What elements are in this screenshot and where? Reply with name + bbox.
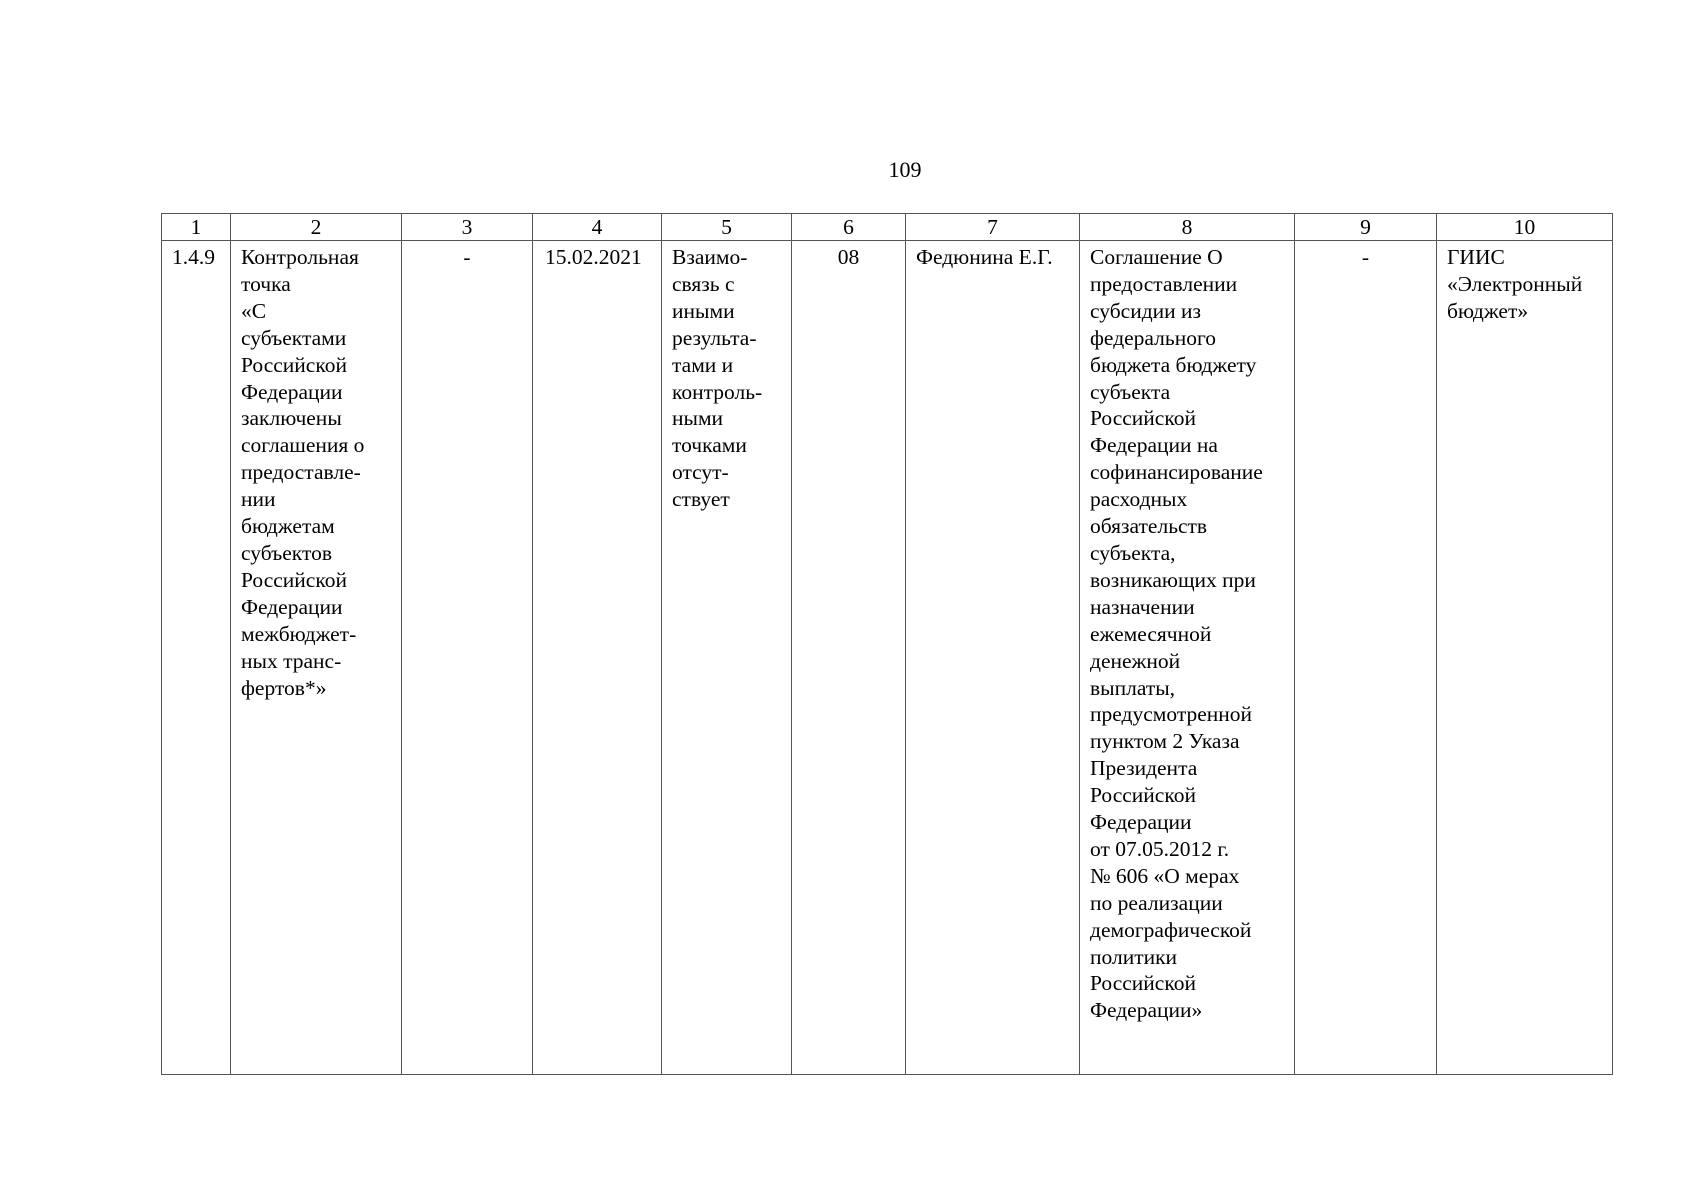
control-point-title-cell: Контрольная точка «С субъектами Российской Федерации заключены соглашения о предоставле- нии бюджетам субъектов Российской Федерации межбюджет- ных транс- фертов*»	[231, 241, 402, 1075]
column-header-4: 4	[533, 214, 662, 241]
column-3-cell: -	[402, 241, 533, 1075]
document-table	[161, 213, 1613, 1075]
column-header-5: 5	[662, 214, 792, 241]
responsible-person-cell: Федюнина Е.Г.	[906, 241, 1080, 1075]
page-number: 109	[888, 157, 922, 182]
column-header-2: 2	[231, 214, 402, 241]
date-cell: 15.02.2021	[533, 241, 662, 1075]
column-header-7: 7	[906, 214, 1080, 241]
column-header-10: 10	[1437, 214, 1613, 241]
column-9-cell: -	[1295, 241, 1437, 1075]
relation-cell: Взаимо- связь с иными результа- тами и контроль- ными точками отсут- ствует	[662, 241, 792, 1075]
row-number-cell: 1.4.9	[162, 241, 231, 1075]
column-header-9: 9	[1295, 214, 1437, 241]
column-header-3: 3	[402, 214, 533, 241]
code-cell: 08	[792, 241, 906, 1075]
table-row	[162, 241, 1613, 1075]
table-header-row	[162, 214, 1613, 241]
column-header-1: 1	[162, 214, 231, 241]
column-header-6: 6	[792, 214, 906, 241]
supporting-document-cell: Соглашение О предоставлении субсидии из федерального бюджета бюджету субъекта Российской Федерации на софинансирование расходных обязательств субъекта, возникающих при назначении ежемесячной денежной выплаты, предусмотренной пунктом 2 Указа Президента Российской Федерации от 07.05.2012 г. № 606 «О мерах по реализации демографической политики Российской Федерации»	[1080, 241, 1295, 1075]
information-system-cell: ГИИС «Электронный бюджет»	[1437, 241, 1613, 1075]
column-header-8: 8	[1080, 214, 1295, 241]
